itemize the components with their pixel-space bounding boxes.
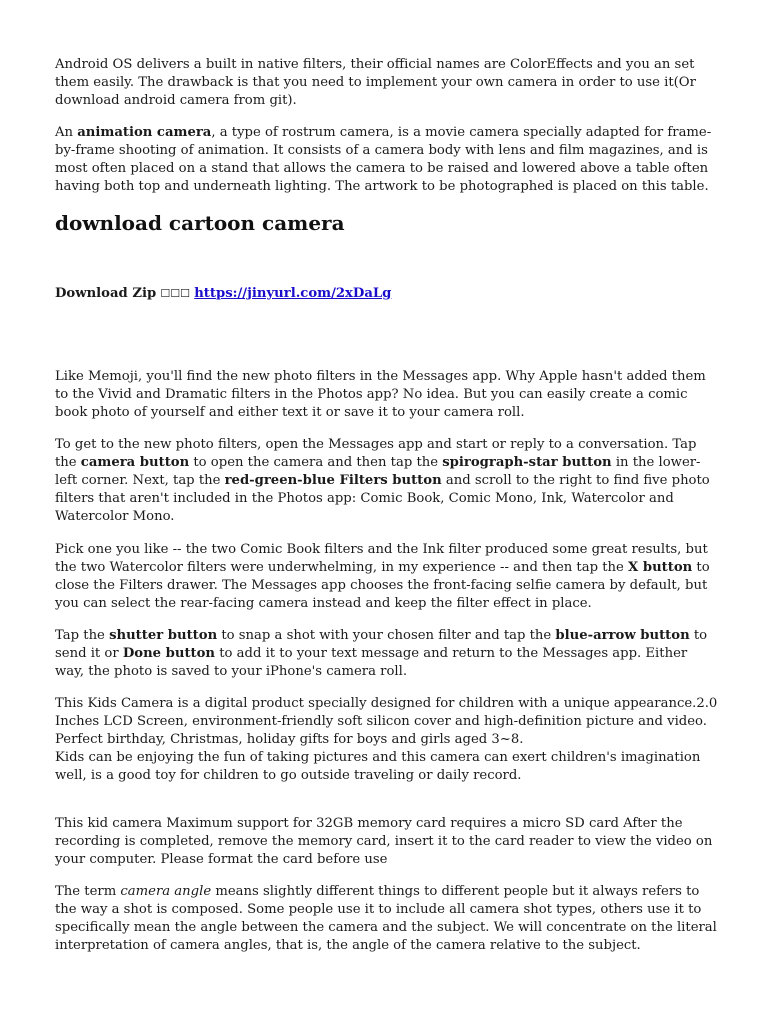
term-done-button: Done button: [122, 646, 216, 661]
paragraph-memoji: Like Memoji, you'll find the new photo filters in the Messages app. Why Apple hasn't added them to the Vivid and Dramatic filters in the Photos app? No idea. But you can easily create a comic book photo of yourself and either text it or save it to your camera roll.: [55, 369, 706, 420]
download-zip-label: Download Zip: [55, 286, 157, 301]
text: means slightly different things to different people but it always refers to the way a shot is composed. Some people use it to include all camera shot types, others use it to specifically mean the angle between the camera and the subject. We will concentrate on the literal interpretation of camera angles, that is, the angle of the camera relative to the subject.: [55, 884, 717, 953]
paragraph-pick-filter: [55, 541, 719, 613]
paragraph-kids-camera: [55, 695, 719, 785]
term-x-button: X button: [628, 560, 693, 575]
text: in the lower-left corner. Next, tap the: [55, 455, 701, 488]
arrow-glyphs-icon: ☐☐☐: [160, 287, 190, 300]
term-filters-button: red-green-blue Filters button: [224, 473, 442, 488]
text: to open the camera and then tap the: [189, 455, 443, 470]
paragraph-android-filters: Android OS delivers a built in native filters, their official names are ColorEffects and you an set them easily. The drawback is that you need to implement your own camera in order to use it(Or download android camera from git).: [55, 57, 696, 108]
section-heading: download cartoon camera: [55, 211, 345, 235]
term-spirograph-button: spirograph-star button: [442, 455, 612, 470]
text: and scroll to the right to find five photo filters that aren't included in the Photos app: Comic Book, Comic Mono, Ink, Watercolor and Watercolor Mono.: [55, 473, 710, 524]
text: This Kids Camera is a digital product specially designed for children with a unique appearance.2.0 Inches LCD Screen, environment-friendly soft silicon cover and high-definition picture and video. Perfect birthday, Christmas, holiday gifts for boys and girls aged 3~8.: [55, 696, 718, 747]
paragraph-shutter: [55, 627, 719, 681]
text: to snap a shot with your chosen filter and tap the: [217, 628, 556, 643]
text: Kids can be enjoying the fun of taking pictures and this camera can exert children's imagination well, is a good toy for children to go outside traveling or daily record.: [55, 750, 701, 783]
paragraph-animation-camera: [55, 124, 719, 196]
term-shutter-button: shutter button: [109, 628, 218, 643]
text: An: [55, 125, 78, 140]
text: to close the Filters drawer. The Messages app chooses the front-facing selfie camera by default, but you can select the rear-facing camera instead and keep the filter effect in place.: [55, 560, 710, 611]
term-blue-arrow-button: blue-arrow button: [555, 628, 690, 643]
text: Pick one you like -- the two Comic Book filters and the Ink filter produced some great results, but the two Watercolor filters were underwhelming, in my experience -- and then tap the: [55, 542, 708, 575]
term-camera-button: camera button: [80, 455, 190, 470]
download-link[interactable]: https://jinyurl.com/2xDaLg: [194, 286, 392, 301]
text: To get to the new photo filters, open the Messages app and start or reply to a conversation. Tap the: [55, 437, 697, 470]
text: Tap the: [55, 628, 110, 643]
text: to send it or: [55, 628, 708, 661]
term-animation-camera: animation camera: [77, 125, 212, 140]
text: to add it to your text message and return to the Messages app. Either way, the photo is saved to your iPhone's camera roll.: [55, 646, 688, 679]
paragraph-camera-angle: [55, 883, 719, 955]
term-camera-angle: camera angle: [120, 884, 212, 899]
text: , a type of rostrum camera, is a movie camera specially adapted for frame-by-frame shooting of animation. It consists of a camera body with lens and film magazines, and is most often placed on a stand that allows the camera to be raised and lowered above a table often having both top and underneath lighting. The artwork to be photographed is placed on this table.: [55, 125, 712, 194]
text: The term: [55, 884, 121, 899]
download-line: [55, 285, 719, 303]
paragraph-memory-card: This kid camera Maximum support for 32GB memory card requires a micro SD card After the recording is completed, remove the memory card, insert it to the card reader to view the video on your computer. Please format the card before use: [55, 816, 713, 867]
paragraph-filters-steps: [55, 436, 719, 526]
